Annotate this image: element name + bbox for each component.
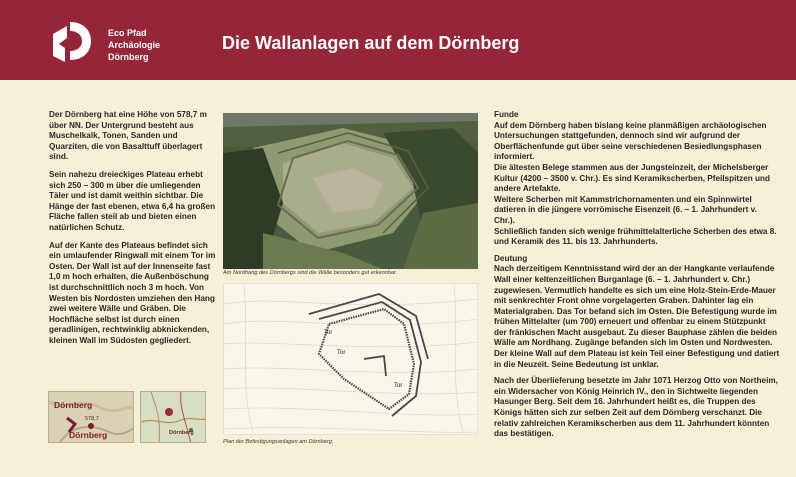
header-bar [0,0,796,80]
deutung-section [494,254,780,371]
funde-paragraph: Weitere Scherben mit Kammstrichornamenten und ein Spinnwirtel datieren in die jüngere vorrömische Eisenzeit (6. – 1. Jahrhundert v. Chr.). [494,194,757,225]
funde-paragraph: Auf dem Dörnberg haben bislang keine planmäßigen archäologischen Untersuchungen stattgefunden, dennoch sind wir aufgrund der Oberflächenfunde gut über seine verschiedenen Besiedlungsphasen informiert. [494,120,767,162]
funde-heading: Funde [494,110,519,119]
location-map-overview [140,391,206,443]
brand-line: Dörnberg [108,52,149,62]
left-paragraph: Der Dörnberg hat eine Höhe von 578,7 m über NN. Der Untergrund besteht aus Muschelkalk, Tonen, Sanden und Quarziten, die von Basalttuff überlagert sind. [49,110,207,162]
brand-line: Eco Pfad [108,28,147,38]
fortification-plan [223,283,478,435]
brand-text [108,27,160,63]
map-place-name-bottom: Dörnberg [69,430,108,440]
page-title: Die Wallanlagen auf dem Dörnberg [222,33,520,53]
eco-pfad-logo-icon [45,18,95,64]
map-place-name: Dörnberg [54,400,93,410]
left-column [49,110,216,353]
plan-label-tor: Tor [324,330,333,336]
funde-section [494,110,780,248]
location-map-detail [48,391,134,443]
deutung-heading: Deutung [494,253,528,263]
brand-line: Archäologie [108,40,161,50]
aerial-caption: Am Nordhang des Dörnbergs sind die Wälle besonders gut erkennbar. [223,270,398,276]
plan-label-tor: Tor [337,350,346,356]
left-paragraph: Auf der Kante des Plateaus befindet sich ein umlaufender Ringwall mit einem Tor im Osten. Der Wall ist auf der Innenseite fast 1,0 m hoch erhalten, die Außenböschung ist durchschnittlich noch 3 m hoch. Von Westen bis Nordosten umziehen den Hang zwei weitere Wälle und Gräben. Die Hochfläche selbst ist durch einen geradlinigen, rechtwinklig abknickenden, kleinen Wall im Südosten gegliedert. [49,240,216,345]
overview-place-name: Dörnberg [169,430,194,436]
plan-label-tor: Tor [394,383,403,389]
aerial-photo [223,113,478,269]
left-paragraph: Sein nahezu dreieckiges Plateau erhebt sich 250 – 300 m über die umliegenden Täler und ist damit weithin sichtbar. Die Hänge der fast ebenen, etwa 6,4 ha großen Fläche fallen steil ab und bieten einen natürlichen Schutz. [49,169,216,232]
deutung-paragraph: Nach derzeitigem Kenntnisstand wird der an der Hangkante verlaufende Wall einer keltenzeitlichen Burganlage (6. – 1. Jahrhundert v. Chr.) zugewiesen. Vermutlich handelte es sich um eine Holz-Stein-Erde-Mauer mit senkrechter Front ohne vorgelagerten Graben. Dahinter lag ein Materialgraben. Das Tor befand sich im Osten. Die Befestigung wurde im frühen Mittelalter (um 700) erneuert und offenbar zu einem Stützpunkt der fränkischen Macht ausgebaut. Zu dieser Bauphase zählen die beiden Wälle am Nordhang. Zugänge befanden sich im Osten und Nordwesten. Der kleine Wall auf dem Plateau ist kein Teil einer Befestigung und datiert in die Neuzeit. Seine Bedeutung ist unklar. [494,264,780,369]
funde-paragraph: Die ältesten Belege stammen aus der Jungsteinzeit, der Michelsberger Kultur (4200 – 3500 v. Chr.). Es sind Keramikscherben, Pfeilspitzen und andere Artefakte. [494,162,771,194]
funde-paragraph: Schließlich fanden sich wenige frühmittelalterliche Scherben des etwa 8. und Keramik des 11. bis 13. Jahrhunderts. [494,226,777,247]
map-height-value: 578,7 [85,416,99,422]
plan-caption: Plan der Befestigungsanlagen am Dörnberg. [223,439,334,445]
right-column [494,110,780,446]
deutung-paragraph-2: Nach der Überlieferung besetzte im Jahr 1071 Herzog Otto von Northeim, ein Widersacher von König Heinrich IV., den in Sichtweite liegenden Hasunger Berg. Seit dem 16. Jahrhundert heißt es, die Truppen des Königs hätten sich zur selben Zeit auf dem Dörnberg verschanzt. Die relativ zahlreichen Keramikscherben aus dem 11. Jahrhundert könnten das bestätigen. [494,376,778,439]
